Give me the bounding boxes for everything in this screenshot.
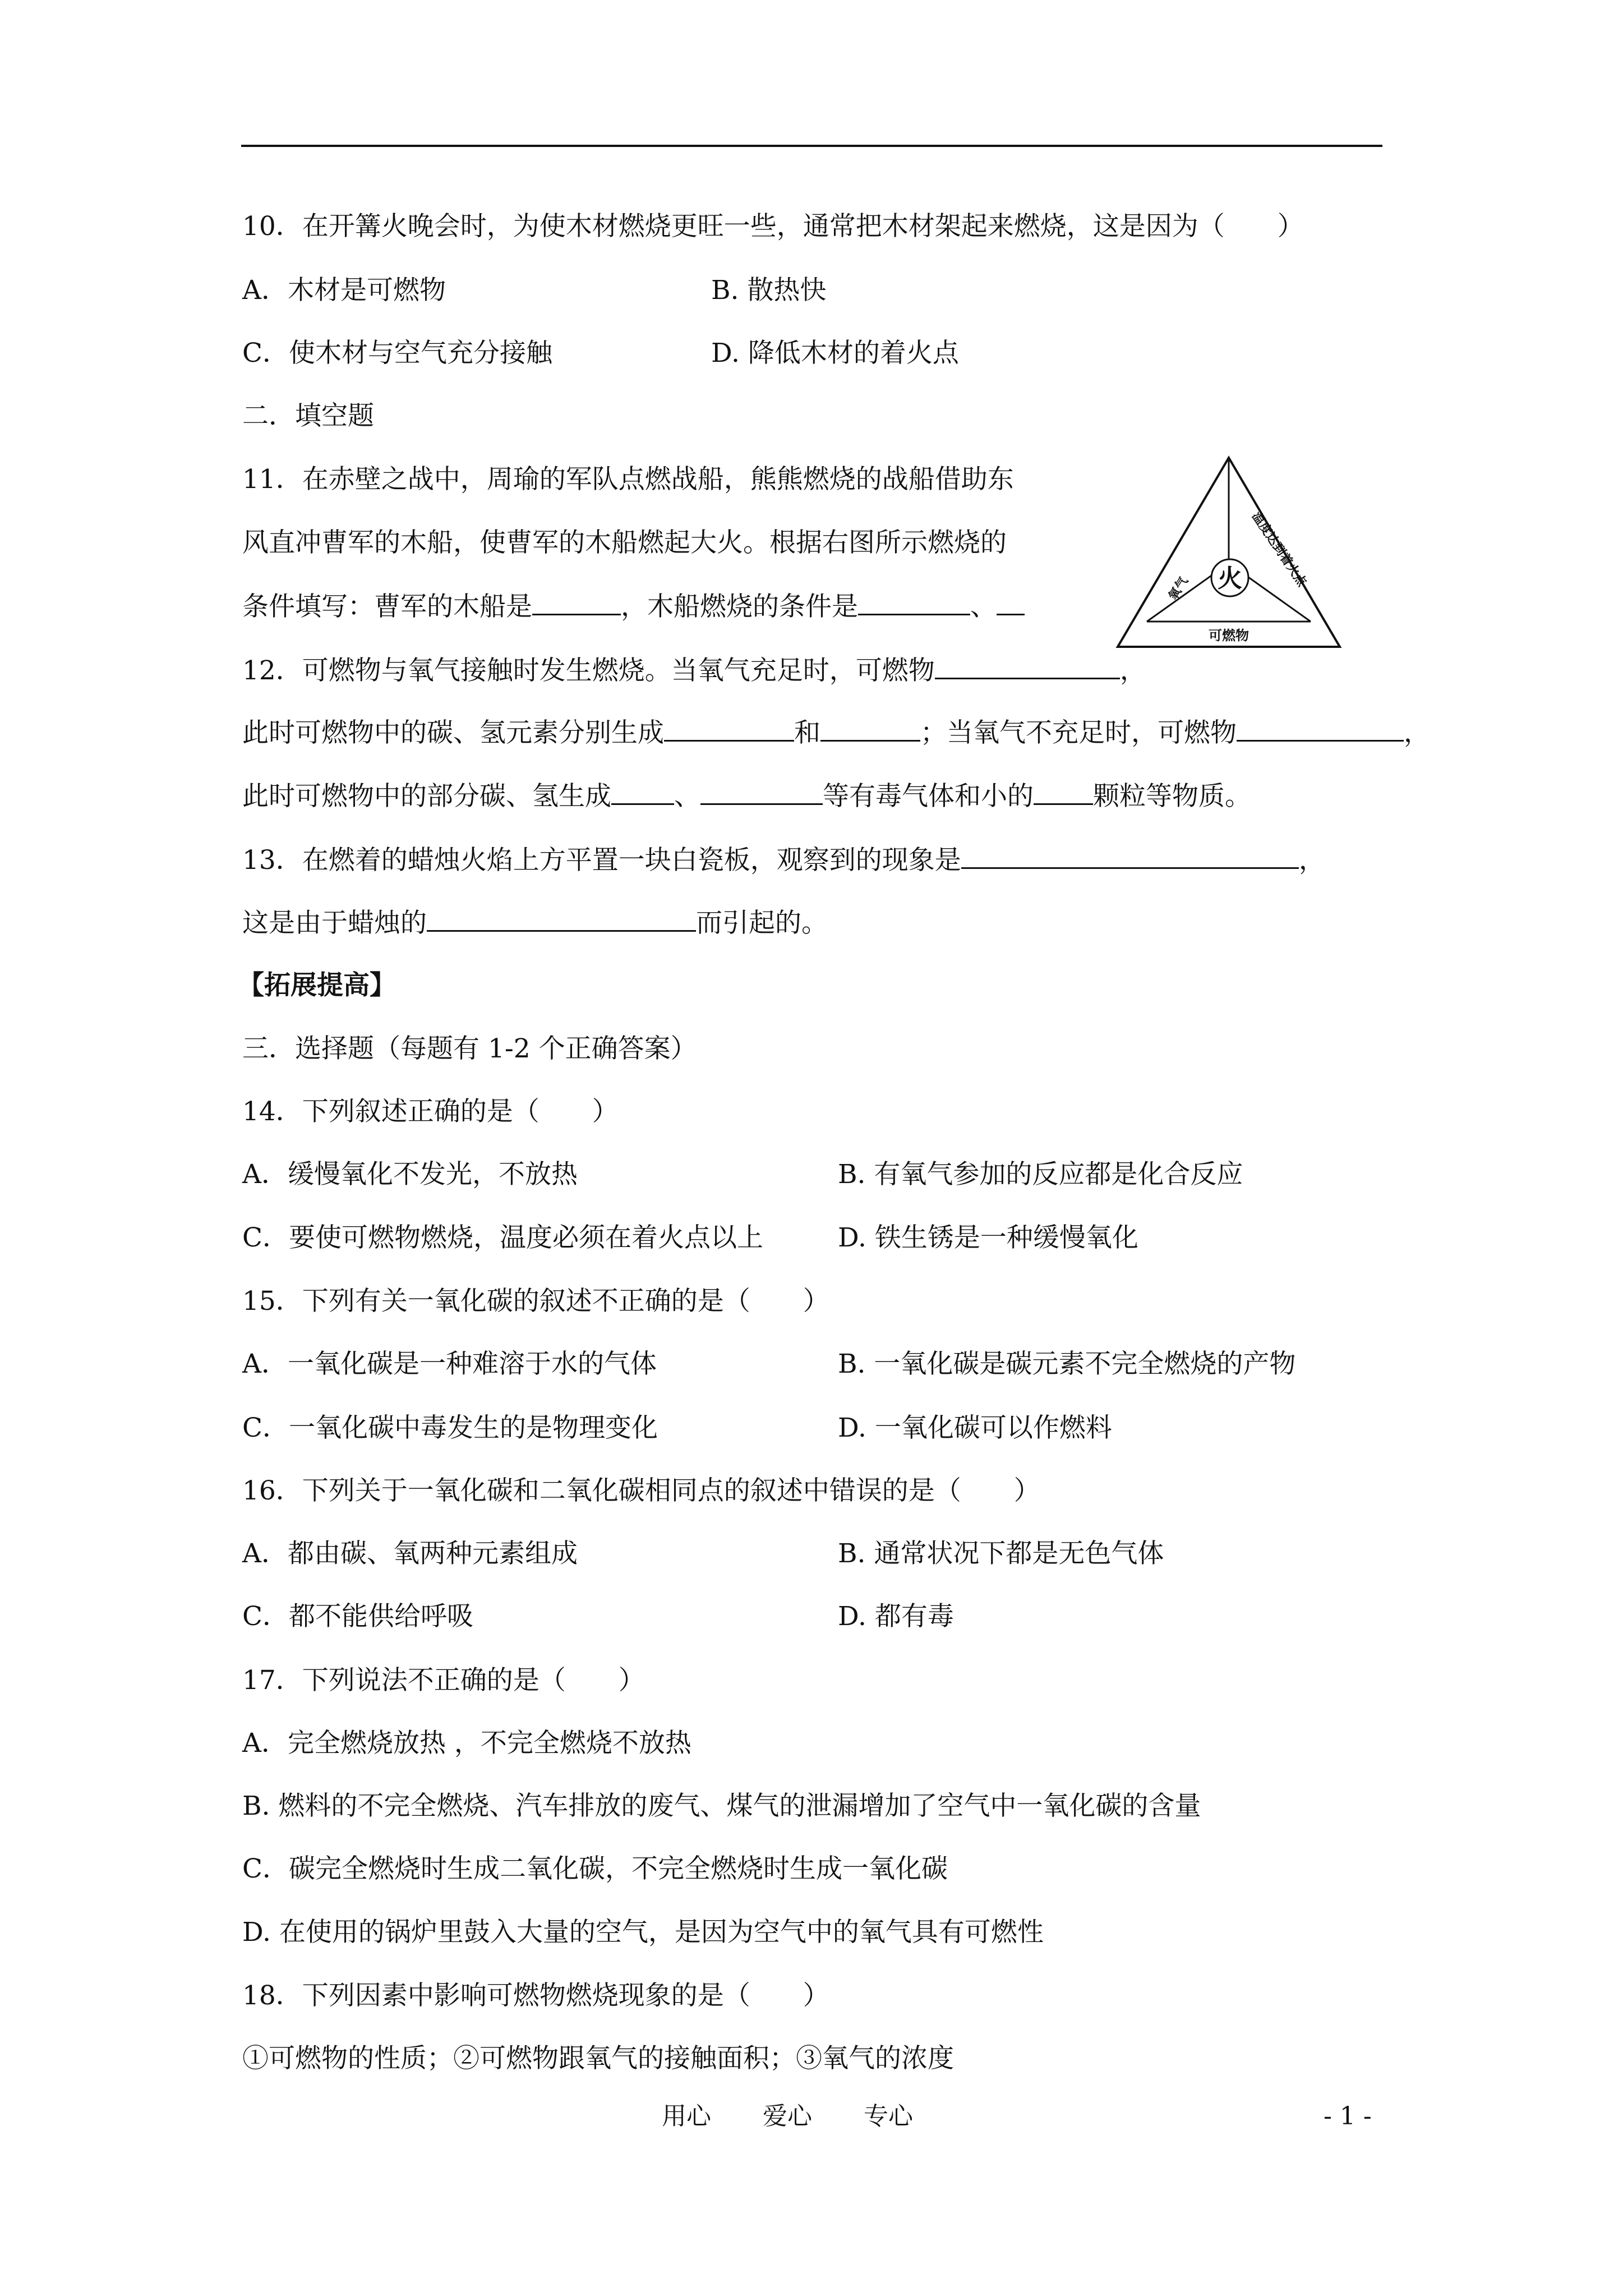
q12-line2-text-b: 和	[794, 717, 820, 748]
q12-line3-text-b: 、	[674, 781, 700, 812]
q14-stem: 14．下列叙述正确的是（ ）	[242, 1096, 619, 1127]
q12-blank-7[interactable]	[1034, 779, 1093, 805]
footer-motto-2: 爱心	[763, 2102, 812, 2131]
q12-line3	[242, 779, 1251, 813]
footer-motto-3: 专心	[864, 2102, 913, 2131]
page-number: - 1 -	[1324, 2102, 1372, 2131]
q12-line3-text-c: 等有毒气体和小的	[823, 781, 1034, 812]
q10-option-c: C．使木材与空气充分接触	[242, 338, 552, 369]
q12-line2-text-d: ，	[1404, 717, 1430, 748]
q10-stem: 10．在开篝火晚会时，为使木材燃烧更旺一些，通常把木材架起来燃烧，这是因为（ ）	[242, 211, 1304, 242]
q12-line1-text-b: ，	[1119, 655, 1146, 686]
q12-blank-6[interactable]	[700, 779, 823, 805]
q18-stem: 18．下列因素中影响可燃物燃烧现象的是（ ）	[242, 1980, 829, 2011]
q14-option-d: D. 铁生锈是一种缓慢氧化	[838, 1222, 1138, 1253]
q13-line2	[242, 905, 828, 940]
fire-bottom-label: 可燃物	[1209, 628, 1249, 643]
q12-blank-3[interactable]	[820, 715, 920, 742]
header-rule	[241, 145, 1382, 147]
q11-line3-text-c: 、	[970, 591, 997, 622]
q15-option-a: A．一氧化碳是一种难溶于水的气体	[242, 1349, 657, 1379]
q17-option-c: C．碳完全燃烧时生成二氧化碳，不完全燃烧时生成一氧化碳	[242, 1853, 948, 1884]
q12-blank-4[interactable]	[1237, 715, 1404, 742]
q18-factors: ①可燃物的性质；②可燃物跟氧气的接触面积；③氧气的浓度	[242, 2043, 954, 2074]
q16-option-a: A．都由碳、氧两种元素组成	[242, 1538, 578, 1569]
q13-line1	[242, 843, 1325, 877]
q13-line1-text-a: 13．在燃着的蜡烛火焰上方平置一块白瓷板，观察到的现象是	[242, 845, 961, 876]
q16-option-c: C．都不能供给呼吸	[242, 1601, 473, 1632]
q11-line1: 11．在赤壁之战中，周瑜的军队点燃战船，熊熊燃烧的战船借助东	[242, 464, 1014, 495]
fire-center-label: 火	[1218, 564, 1242, 593]
q11-blank-2[interactable]	[858, 589, 970, 615]
q12-line3-text-a: 此时可燃物中的部分碳、氢生成	[242, 781, 611, 812]
q14-option-b: B. 有氧气参加的反应都是化合反应	[838, 1159, 1243, 1190]
q17-option-d: D. 在使用的锅炉里鼓入大量的空气，是因为空气中的氧气具有可燃性	[242, 1917, 1044, 1948]
q12-blank-5[interactable]	[611, 779, 674, 805]
q10-option-a: A．木材是可燃物	[242, 275, 446, 306]
fire-left-label: 氧气	[1166, 574, 1191, 603]
q14-option-c: C．要使可燃物燃烧，温度必须在着火点以上	[242, 1222, 763, 1253]
q10-option-b: B. 散热快	[711, 275, 827, 306]
q12-line2	[242, 715, 1430, 750]
section3-title: 三．选择题（每题有 1-2 个正确答案）	[242, 1033, 697, 1064]
q11-blank-1[interactable]	[532, 589, 621, 615]
fire-right-label: 温度达到着火点	[1248, 509, 1309, 590]
q12-line1-text-a: 12．可燃物与氧气接触时发生燃烧。当氧气充足时，可燃物	[242, 655, 935, 686]
q13-blank-2[interactable]	[427, 905, 696, 932]
q11-line3-text-b: ，木船燃烧的条件是	[621, 591, 858, 622]
q15-option-d: D. 一氧化碳可以作燃料	[838, 1412, 1112, 1443]
q12-line2-text-a: 此时可燃物中的碳、氢元素分别生成	[242, 717, 664, 748]
q12-line3-text-d: 颗粒等物质。	[1093, 781, 1251, 812]
q11-blank-3[interactable]	[997, 589, 1025, 615]
q13-line1-text-b: ，	[1298, 845, 1325, 876]
section2-title: 二．填空题	[242, 401, 374, 431]
q15-option-c: C．一氧化碳中毒发生的是物理变化	[242, 1412, 658, 1443]
q17-option-a: A．完全燃烧放热 ，不完全燃烧不放热	[242, 1728, 691, 1759]
q16-option-b: B. 通常状况下都是无色气体	[838, 1538, 1164, 1569]
q10-option-d: D. 降低木材的着火点	[711, 338, 959, 369]
q17-stem: 17．下列说法不正确的是（ ）	[242, 1665, 645, 1696]
q13-line2-text-a: 这是由于蜡烛的	[242, 908, 427, 938]
footer-motto-1: 用心	[662, 2102, 711, 2131]
q16-stem: 16．下列关于一氧化碳和二氧化碳相同点的叙述中错误的是（ ）	[242, 1475, 1040, 1506]
q11-line3	[242, 589, 1025, 624]
q14-option-a: A．缓慢氧化不发光，不放热	[242, 1159, 578, 1190]
q12-line1	[242, 653, 1146, 688]
q12-line2-text-c: ；当氧气不充足时，可燃物	[920, 717, 1237, 748]
q15-stem: 15．下列有关一氧化碳的叙述不正确的是（ ）	[242, 1286, 829, 1317]
q17-option-b: B. 燃料的不完全燃烧、汽车排放的废气、煤气的泄漏增加了空气中一氧化碳的含量	[242, 1791, 1201, 1821]
extension-heading: 【拓展提高】	[238, 970, 396, 1001]
q11-line2: 风直冲曹军的木船，使曹军的木船燃起大火。根据右图所示燃烧的	[242, 527, 1007, 558]
q13-line2-text-b: 而引起的。	[696, 908, 828, 938]
q16-option-d: D. 都有毒	[838, 1601, 954, 1632]
q12-blank-1[interactable]	[935, 653, 1120, 679]
q12-blank-2[interactable]	[664, 715, 794, 742]
q15-option-b: B. 一氧化碳是碳元素不完全燃烧的产物	[838, 1349, 1296, 1379]
fire-triangle-diagram	[1113, 453, 1349, 655]
q11-line3-text-a: 条件填写：曹军的木船是	[242, 591, 532, 622]
q13-blank-1[interactable]	[961, 843, 1299, 869]
